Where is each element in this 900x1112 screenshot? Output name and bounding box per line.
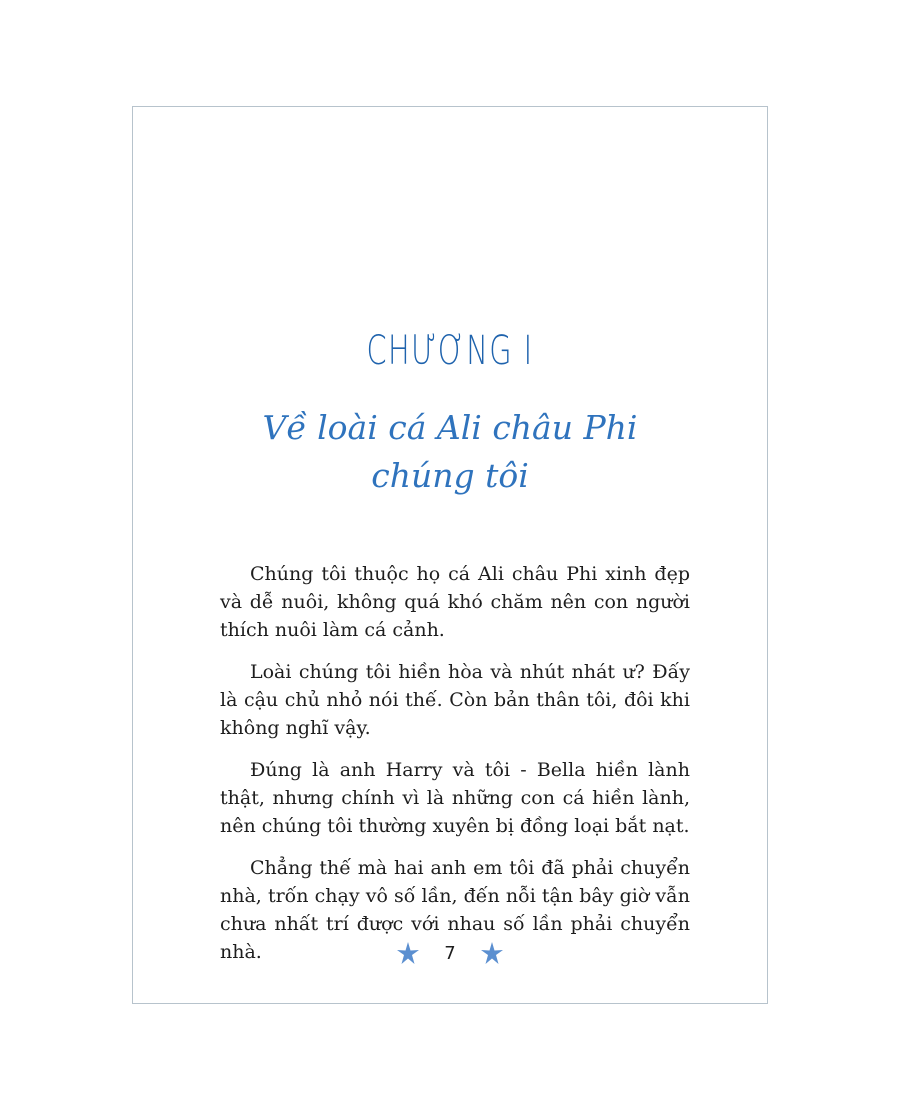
- chapter-title-line-1: Về loài cá Ali châu Phi: [262, 408, 638, 447]
- body-text: [220, 560, 690, 980]
- chapter-title-line-2: chúng tôi: [371, 456, 529, 495]
- paragraph: Đúng là anh Harry và tôi - Bella hiền lành thật, nhưng chính vì là những con cá hiền lành, nên chúng tôi thường xuyên bị đồng loại bắt nạt.: [220, 759, 690, 837]
- page-footer: [0, 936, 900, 970]
- star-icon: [396, 941, 420, 965]
- paragraph: Chẳng thế mà hai anh em tôi đã phải chuyển nhà, trốn chạy vô số lần, đến nỗi tận bây giờ vẫn chưa nhất trí được với nhau số lần phải chuyển nhà.: [220, 857, 690, 963]
- paragraph: Loài chúng tôi hiền hòa và nhút nhát ư? Đấy là cậu chủ nhỏ nói thế. Còn bản thân tôi, đôi khi không nghĩ vậy.: [220, 661, 690, 739]
- star-icon: [480, 941, 504, 965]
- page-number: 7: [444, 942, 456, 964]
- paragraph: Chúng tôi thuộc họ cá Ali châu Phi xinh đẹp và dễ nuôi, không quá khó chăm nên con người thích nuôi làm cá cảnh.: [220, 563, 690, 641]
- chapter-label: CHƯƠNG I: [366, 328, 534, 374]
